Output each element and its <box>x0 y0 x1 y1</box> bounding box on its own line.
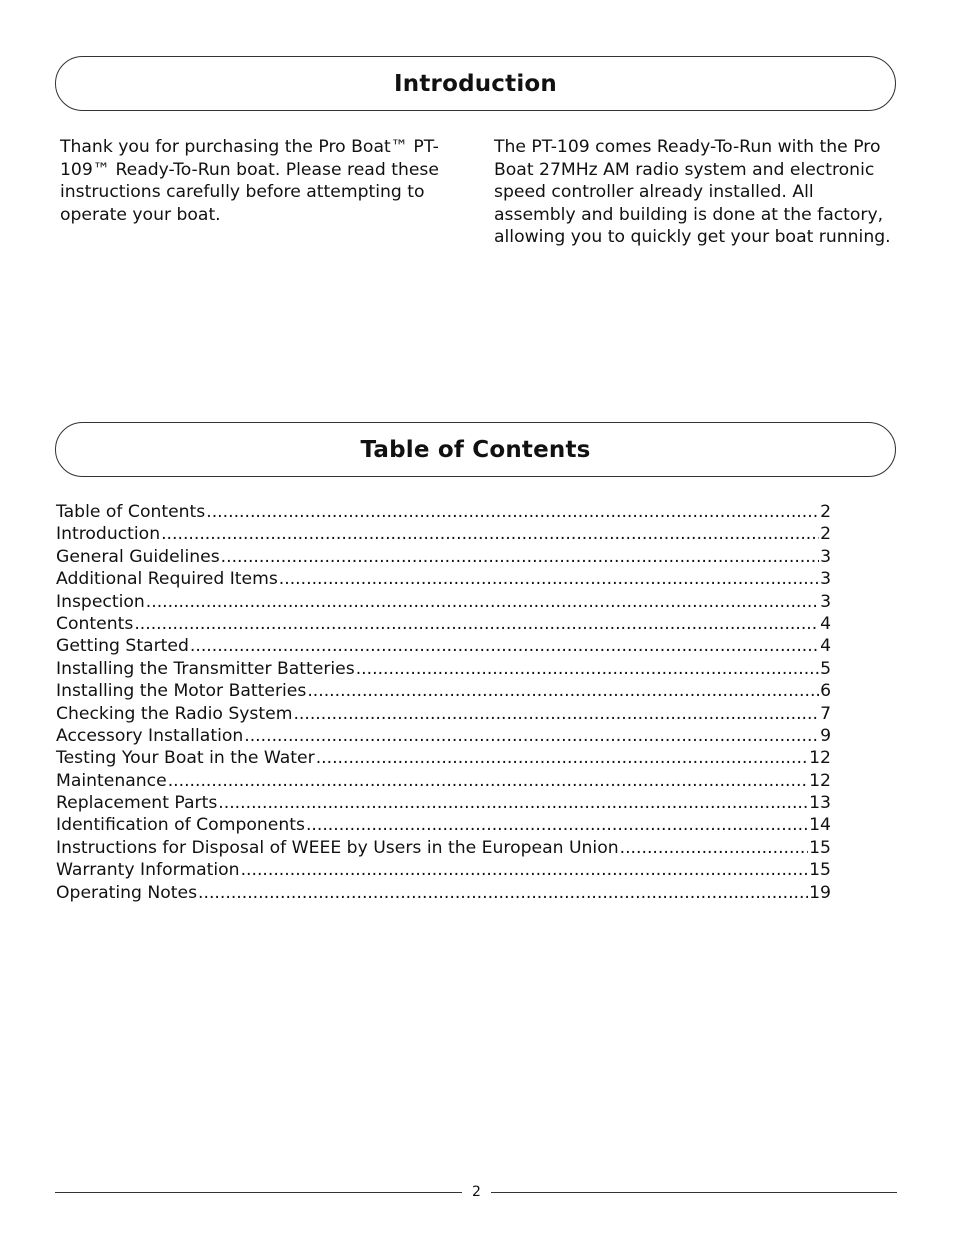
toc-dot-leader <box>620 837 809 859</box>
toc-entry-page: 3 <box>820 546 831 567</box>
toc-dot-leader <box>218 792 808 814</box>
toc-dot-leader <box>279 568 819 590</box>
page-number: 2 <box>472 1184 481 1200</box>
toc-dot-leader <box>168 770 808 792</box>
toc-entry-title: Additional Required Items <box>56 569 278 590</box>
toc-entry-page: 15 <box>809 837 831 858</box>
introduction-paragraph-left: Thank you for purchasing the Pro Boat™ PT-109™ Ready-To-Run boat. Please read these instructions carefully before attempting to operate your boat. <box>60 137 439 225</box>
toc-entry[interactable] <box>56 725 831 747</box>
toc-entry[interactable] <box>56 635 831 657</box>
toc-entry[interactable] <box>56 703 831 725</box>
toc-entry[interactable] <box>56 814 831 836</box>
toc-heading-box <box>55 422 896 477</box>
toc-entry-page: 2 <box>820 524 831 545</box>
toc-entry-title: Accessory Installation <box>56 725 244 746</box>
toc-entry-title: Operating Notes <box>56 882 198 903</box>
toc-entry[interactable] <box>56 747 831 769</box>
toc-entry-title: Installing the Transmitter Batteries <box>56 658 355 679</box>
toc-entry[interactable] <box>56 837 831 859</box>
toc-entry[interactable] <box>56 546 831 568</box>
toc-entry-page: 3 <box>820 569 831 590</box>
toc-entry-page: 15 <box>809 860 831 881</box>
introduction-heading-box <box>55 56 896 111</box>
toc-entry-title: Testing Your Boat in the Water <box>56 748 315 769</box>
footer-rule-left <box>55 1192 462 1193</box>
toc-entry-page: 7 <box>820 703 831 724</box>
toc-dot-leader <box>198 882 808 904</box>
toc-entry[interactable] <box>56 680 831 702</box>
toc-entry-page: 14 <box>809 815 831 836</box>
toc-entry-title: Inspection <box>56 591 145 612</box>
toc-dot-leader <box>293 703 819 725</box>
toc-entry-title: Maintenance <box>56 770 167 791</box>
toc-entry-title: Introduction <box>56 524 161 545</box>
toc-entry-page: 4 <box>820 613 831 634</box>
toc-entry[interactable] <box>56 658 831 680</box>
toc-dot-leader <box>307 680 819 702</box>
toc-dot-leader <box>241 859 809 881</box>
toc-dot-leader <box>316 747 808 769</box>
toc-entry-title: Checking the Radio System <box>56 703 293 724</box>
toc-entry-page: 12 <box>809 748 831 769</box>
toc-entry-title: Replacement Parts <box>56 793 218 814</box>
toc-entry-title: Contents <box>56 613 134 634</box>
toc-dot-leader <box>244 725 819 747</box>
toc-heading: Table of Contents <box>360 436 591 463</box>
toc-entry[interactable] <box>56 568 831 590</box>
toc-list <box>56 501 831 904</box>
toc-entry-page: 3 <box>820 591 831 612</box>
toc-entry-title: Instructions for Disposal of WEEE by Users in the European Union <box>56 837 619 858</box>
toc-entry[interactable] <box>56 859 831 881</box>
toc-entry-title: Identification of Components <box>56 815 305 836</box>
toc-entry-page: 2 <box>820 502 831 522</box>
toc-dot-leader <box>146 591 819 613</box>
toc-entry-page: 5 <box>820 658 831 679</box>
toc-entry-page: 9 <box>820 725 831 746</box>
toc-entry-page: 13 <box>809 793 831 814</box>
introduction-heading: Introduction <box>394 70 557 97</box>
toc-entry-title: Installing the Motor Batteries <box>56 681 307 702</box>
introduction-paragraph-right: The PT-109 comes Ready-To-Run with the Pro Boat 27MHz AM radio system and electronic speed controller already installed. All assembly and building is done at the factory, allowing you to quickly get your boat running. <box>494 137 891 247</box>
toc-entry-title: Warranty Information <box>56 860 240 881</box>
toc-entry[interactable] <box>56 523 831 545</box>
toc-entry-page: 12 <box>809 770 831 791</box>
toc-dot-leader <box>190 635 819 657</box>
toc-entry[interactable] <box>56 882 831 904</box>
toc-entry-title: General Guidelines <box>56 546 220 567</box>
toc-dot-leader <box>134 613 819 635</box>
toc-entry[interactable] <box>56 613 831 635</box>
toc-entry[interactable] <box>56 770 831 792</box>
toc-entry-page: 6 <box>820 681 831 702</box>
toc-entry-title: Table of Contents <box>56 502 206 522</box>
toc-dot-leader <box>161 523 819 545</box>
toc-dot-leader <box>306 814 808 836</box>
toc-entry-page: 4 <box>820 636 831 657</box>
toc-entry-page: 19 <box>809 882 831 903</box>
toc-dot-leader <box>356 658 819 680</box>
footer-rule-right <box>491 1192 897 1193</box>
toc-dot-leader <box>221 546 819 568</box>
toc-entry[interactable] <box>56 591 831 613</box>
toc-entry[interactable] <box>56 792 831 814</box>
toc-entry[interactable] <box>56 501 831 523</box>
toc-dot-leader <box>206 501 819 523</box>
toc-entry-title: Getting Started <box>56 636 189 657</box>
